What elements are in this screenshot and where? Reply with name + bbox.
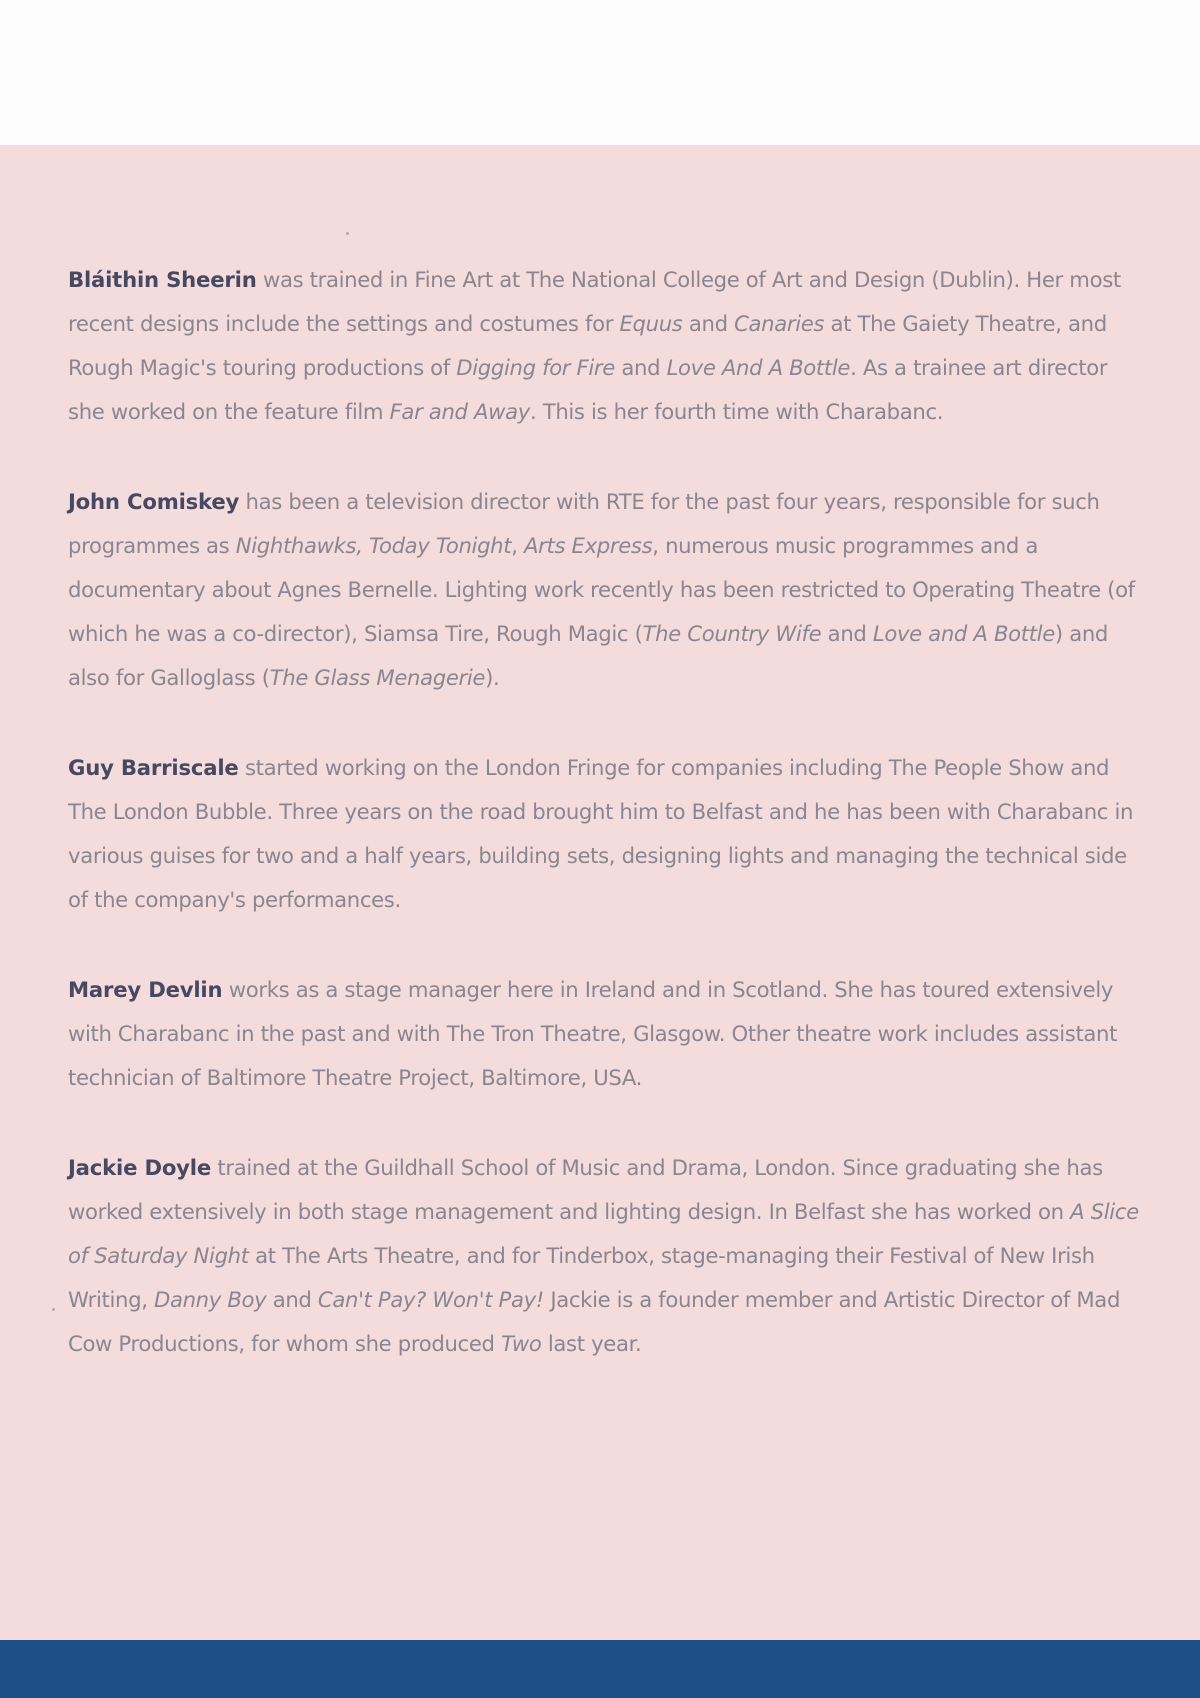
work-title: Arts Express bbox=[524, 533, 653, 558]
bio-marey-devlin bbox=[68, 968, 1143, 1100]
bio-text bbox=[68, 1155, 1139, 1356]
bio-text-segment: was trained in Fine Art at The National College of Art and Design (Dublin). Her most recent designs include the settings and costumes for bbox=[68, 267, 1121, 336]
work-title: A Slice of Saturday Night bbox=[68, 1199, 1139, 1268]
paper-speck bbox=[346, 232, 349, 235]
bio-text-segment: trained at the Guildhall School of Music and Drama, London. Since graduating she has worked extensively in both stage management and lighting design. In Belfast she has worked on bbox=[68, 1155, 1103, 1224]
bio-text-segment: works as a stage manager here in Ireland and in Scotland. She has toured extensively with Charabanc in the past and with The Tron Theatre, Glasgow. Other theatre work includes assistant technician of Baltimore Theatre Project, Baltimore, USA. bbox=[68, 977, 1118, 1090]
bio-text-segment: last year. bbox=[541, 1331, 642, 1356]
work-title: Can't Pay? Won't Pay! bbox=[317, 1287, 544, 1312]
work-title: Nighthawks, Today Tonight bbox=[235, 533, 512, 558]
bio-text-segment: ). bbox=[485, 665, 500, 690]
bio-text-segment: ) and also for Galloglass ( bbox=[68, 621, 1109, 690]
bio-jackie-doyle bbox=[68, 1146, 1143, 1366]
work-title: Two bbox=[501, 1331, 542, 1356]
bio-name: Guy Barriscale bbox=[68, 755, 239, 780]
work-title: Love and A Bottle bbox=[872, 621, 1055, 646]
work-title: Danny Boy bbox=[154, 1287, 267, 1312]
crew-biographies bbox=[68, 258, 1143, 1412]
bio-text-segment: . This is her fourth time with Charabanc. bbox=[529, 399, 944, 424]
bio-name: Marey Devlin bbox=[68, 977, 223, 1002]
work-title: The Glass Menagerie bbox=[269, 665, 486, 690]
bio-text-segment: started working on the London Fringe for companies including The People Show and The London Bubble. Three years on the road brought him to Belfast and he has been with Charabanc in various guises for two and a half years, building sets, designing lights and managing the technical side of the company's performances. bbox=[68, 755, 1134, 912]
work-title: Equus bbox=[619, 311, 683, 336]
bio-text bbox=[68, 489, 1135, 690]
paper-speck bbox=[52, 1308, 55, 1311]
bio-guy-barriscale bbox=[68, 746, 1143, 922]
bio-name: Jackie Doyle bbox=[68, 1155, 212, 1180]
bio-text-segment: at The Gaiety Theatre, and Rough Magic's touring productions of bbox=[68, 311, 1107, 380]
bio-text-segment: and bbox=[614, 355, 667, 380]
top-margin bbox=[0, 0, 1200, 145]
bio-text-segment: at The Arts Theatre, and for Tinderbox, stage-managing their Festival of New Irish Writing, bbox=[68, 1243, 1095, 1312]
work-title: Love And A Bottle bbox=[666, 355, 851, 380]
bio-blaithin-sheerin bbox=[68, 258, 1143, 434]
bio-name: John Comiskey bbox=[68, 489, 240, 514]
bio-text-segment: , numerous music programmes and a documentary about Agnes Bernelle. Lighting work recently has been restricted to Operating Theatre (of which he was a co-director), Siamsa Tire, Rough Magic ( bbox=[68, 533, 1135, 646]
bio-text-segment: and bbox=[821, 621, 873, 646]
bio-text bbox=[68, 977, 1117, 1090]
bio-text-segment: and bbox=[682, 311, 735, 336]
bio-text-segment: has been a television director with RTE for the past four years, responsible for such programmes as bbox=[68, 489, 1100, 558]
bio-text-segment: . As a trainee art director she worked on the feature film bbox=[68, 355, 1108, 424]
work-title: Digging for Fire bbox=[456, 355, 615, 380]
bottom-blue-band bbox=[0, 1640, 1200, 1698]
bio-text-segment: , bbox=[511, 533, 524, 558]
bio-text-segment: Jackie is a founder member and Artistic Director of Mad Cow Productions, for whom she produced bbox=[68, 1287, 1121, 1356]
bio-name: Bláithin Sheerin bbox=[68, 267, 257, 292]
work-title: Canaries bbox=[734, 311, 825, 336]
work-title: Far and Away bbox=[389, 399, 530, 424]
work-title: The Country Wife bbox=[642, 621, 822, 646]
bio-text-segment: and bbox=[266, 1287, 318, 1312]
bio-john-comiskey bbox=[68, 480, 1143, 700]
